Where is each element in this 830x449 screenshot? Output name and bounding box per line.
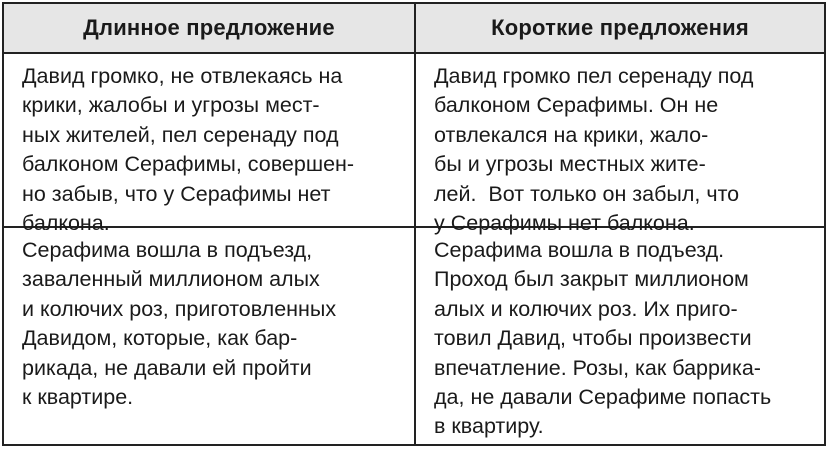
- text-line: заваленный миллионом алых: [22, 267, 320, 292]
- text-line: товил Давид, чтобы произвести: [434, 326, 752, 351]
- row-2-short-cell: [416, 228, 824, 444]
- header-short-sentences: [416, 4, 824, 54]
- row-1-long-cell: [4, 54, 416, 236]
- row-1-short-cell: [416, 54, 824, 236]
- text-line: к квартире.: [22, 385, 134, 410]
- text-line: лей. Вот только он забыл, что: [434, 181, 740, 206]
- header-long-sentence-label: Длинное предложение: [83, 15, 335, 40]
- text-line: бы и угрозы местных жите-: [434, 152, 706, 177]
- text-line: но забыв, что у Серафимы нет: [22, 181, 331, 206]
- text-line: балконом Серафимы, совершен-: [22, 152, 355, 177]
- text-line: ных жителей, пел серенаду под: [22, 122, 339, 147]
- text-line: и колючих роз, приготовленных: [22, 296, 337, 321]
- text-line: Серафима вошла в подъезд,: [22, 238, 313, 262]
- text-line: Серафима вошла в подъезд.: [434, 238, 725, 262]
- text-line: рикада, не давали ей пройти: [22, 355, 312, 380]
- text-line: впечатление. Розы, как баррика-: [434, 355, 761, 380]
- text-line: алых и колючих роз. Их приго-: [434, 296, 738, 321]
- row-2-long-cell: [4, 228, 416, 444]
- text-line: Давид громко, не отвлекаясь на: [22, 64, 343, 88]
- text-line: да, не давали Серафиме попасть: [434, 385, 772, 410]
- comparison-table: [2, 2, 826, 446]
- header-short-sentences-label: Короткие предложения: [491, 15, 749, 40]
- text-line: балконом Серафимы. Он не: [434, 93, 719, 118]
- text-line: у Серафимы нет балкона.: [434, 211, 695, 236]
- text-line: отвлекался на крики, жало-: [434, 122, 709, 147]
- text-line: в квартиру.: [434, 414, 544, 439]
- text-line: Проход был закрыт миллионом: [434, 267, 749, 292]
- text-line: балкона.: [22, 211, 110, 236]
- header-long-sentence: [4, 4, 416, 54]
- text-line: крики, жалобы и угрозы мест-: [22, 93, 320, 118]
- text-line: Давид громко пел серенаду под: [434, 64, 754, 88]
- text-line: Давидом, которые, как бар-: [22, 326, 298, 351]
